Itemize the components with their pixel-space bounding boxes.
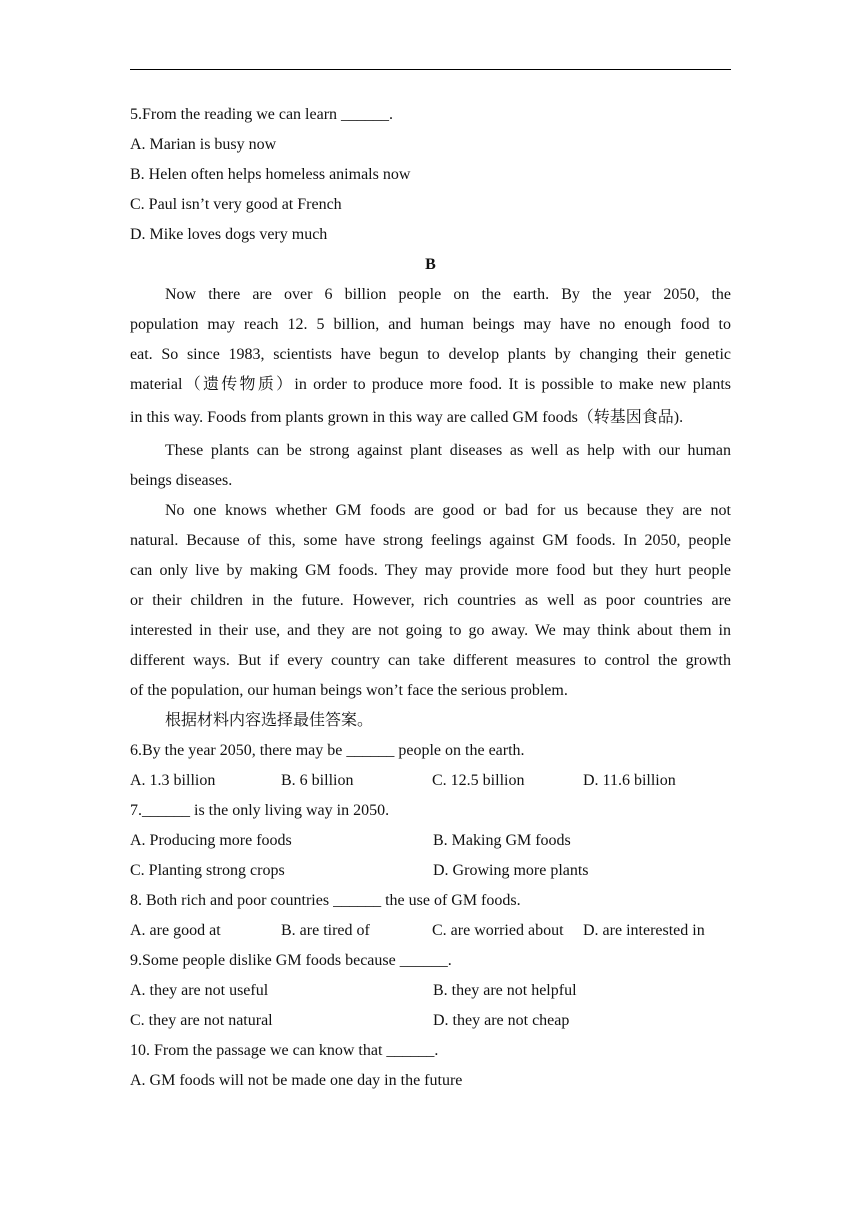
option-d: D. they are not cheap <box>433 1012 570 1029</box>
question-8 <box>130 886 731 946</box>
option-a: A. 1.3 billion <box>130 772 216 789</box>
option-c: C. are worried about <box>432 922 564 939</box>
option-b: B. Making GM foods <box>433 832 571 849</box>
instruction-text: 根据材料内容选择最佳答案。 <box>165 712 374 729</box>
option-c: C. Paul isn’t very good at French <box>130 196 342 213</box>
paragraph-line: or their children in the future. However, rich countries as well as poor countries are <box>130 592 731 609</box>
paragraph-line: Now there are over 6 billion people on the earth. By the year 2050, the <box>165 286 731 303</box>
paragraph-line: These plants can be strong against plant diseases as well as help with our human <box>165 442 731 459</box>
question-stem: 8. Both rich and poor countries ______ the use of GM foods. <box>130 892 521 909</box>
question-stem: 9.Some people dislike GM foods because ______. <box>130 952 452 969</box>
paragraph-line: No one knows whether GM foods are good or bad for us because they are not <box>165 502 731 519</box>
passage-paragraph-2 <box>130 436 731 496</box>
question-stem: 5.From the reading we can learn ______. <box>130 106 394 123</box>
question-10 <box>130 1036 731 1096</box>
question-stem: 6.By the year 2050, there may be ______ people on the earth. <box>130 742 525 759</box>
question-stem: 10. From the passage we can know that ______. <box>130 1042 439 1059</box>
passage-paragraph-3 <box>130 496 731 706</box>
options-row <box>130 916 731 946</box>
question-9 <box>130 946 731 1036</box>
options-row <box>130 766 731 796</box>
paragraph-line: population may reach 12. 5 billion, and human beings may have no enough food to <box>130 316 731 333</box>
passage-paragraph-1 <box>130 280 731 436</box>
question-stem: 7.______ is the only living way in 2050. <box>130 802 390 819</box>
header-rule <box>130 69 731 70</box>
option-b: B. are tired of <box>281 922 370 939</box>
paragraph-line: beings diseases. <box>130 472 233 489</box>
option-b: B. they are not helpful <box>433 982 577 999</box>
option-c: C. Planting strong crops <box>130 862 285 879</box>
options-row <box>130 1006 731 1036</box>
document-page <box>130 100 731 1096</box>
paragraph-line: interested in their use, and they are not going to go away. We may think about them in <box>130 622 731 639</box>
options-row <box>130 856 731 886</box>
option-a: A. Producing more foods <box>130 832 292 849</box>
question-6 <box>130 736 731 796</box>
paragraph-line: can only live by making GM foods. They may provide more food but they hurt people <box>130 562 731 579</box>
question-7 <box>130 796 731 886</box>
option-c: C. they are not natural <box>130 1012 273 1029</box>
paragraph-line: of the population, our human beings won’t face the serious problem. <box>130 682 568 699</box>
option-b: B. Helen often helps homeless animals now <box>130 166 411 183</box>
options-row <box>130 826 731 856</box>
option-b: B. 6 billion <box>281 772 354 789</box>
option-a: A. are good at <box>130 922 221 939</box>
option-d: D. are interested in <box>583 922 705 939</box>
paragraph-line: eat. So since 1983, scientists have begun to develop plants by changing their genetic <box>130 346 731 363</box>
options-row <box>130 976 731 1006</box>
option-a: A. they are not useful <box>130 982 269 999</box>
option-d: D. Mike loves dogs very much <box>130 226 328 243</box>
question-5 <box>130 100 731 250</box>
option-c: C. 12.5 billion <box>432 772 525 789</box>
paragraph-line: different ways. But if every country can take different measures to control the growth <box>130 652 731 669</box>
paragraph-line: natural. Because of this, some have strong feelings against GM foods. In 2050, people <box>130 532 731 549</box>
option-a: A. GM foods will not be made one day in the future <box>130 1072 463 1089</box>
option-a: A. Marian is busy now <box>130 136 277 153</box>
option-d: D. Growing more plants <box>433 862 589 879</box>
section-heading: B <box>425 256 436 273</box>
option-d: D. 11.6 billion <box>583 772 676 789</box>
paragraph-line: material（遗传物质）in order to produce more food. It is possible to make new plants <box>130 376 731 393</box>
paragraph-line: in this way. Foods from plants grown in this way are called GM foods（转基因食品). <box>130 409 684 426</box>
